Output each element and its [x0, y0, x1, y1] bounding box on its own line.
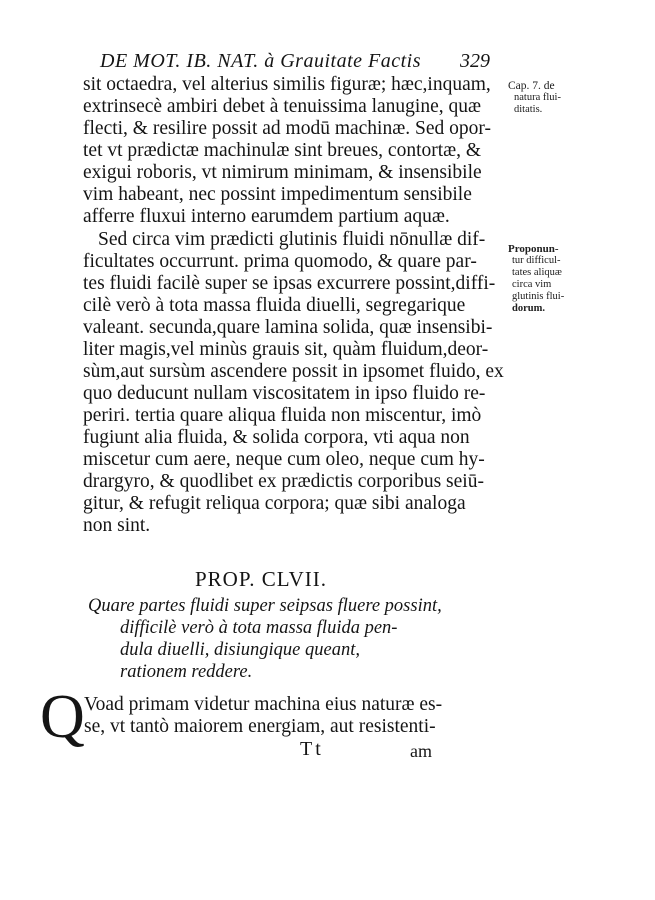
text-line: sùm,aut sursùm ascendere possit in ipsomet fluido, ex — [83, 361, 504, 382]
margin-note-line: circa vim — [512, 279, 552, 290]
text-line: valeant. secunda,quare lamina solida, quæ insensibi- — [83, 317, 493, 338]
text-line: tet vt prædictæ machinulæ sint breues, contortæ, & — [83, 140, 482, 161]
drop-cap: Q — [40, 683, 85, 751]
signature-mark: Tt — [300, 738, 324, 760]
text-line: ficultates occurrunt. prima quomodo, & quare par- — [83, 251, 477, 272]
answer-line: Voad primam videtur machina eius naturæ es- — [84, 694, 443, 715]
text-line: exigui roboris, vt nimirum minimam, & insensibile — [83, 162, 482, 183]
margin-note-line: Cap. 7. de — [508, 80, 555, 92]
text-line: drargyro, & quodlibet ex prædictis corporibus seiū- — [83, 471, 484, 492]
text-line: extrinsecè ambiri debet à tenuissima lanugine, quæ — [83, 96, 482, 117]
text-line: fugiunt alia fluida, & solida corpora, vti aqua non — [83, 427, 470, 448]
text-line: Sed circa vim prædicti glutinis fluidi nōnullæ dif- — [98, 229, 486, 250]
proposition-title-line: Quare partes fluidi super seipsas fluere possint, — [88, 596, 442, 616]
proposition-title-line: rationem reddere. — [120, 662, 253, 682]
text-line: gitur, & refugit reliqua corpora; quæ sibi analoga — [83, 493, 466, 514]
margin-note-difficulties — [508, 243, 626, 315]
page-header — [100, 50, 490, 76]
text-line: periri. tertia quare aliqua fluida non miscentur, imò — [83, 405, 482, 426]
margin-note-line: natura flui- — [514, 92, 561, 103]
text-line: sit octaedra, vel alterius similis figuræ; hæc,inquam, — [83, 74, 491, 95]
answer-line: se, vt tantò maiorem energiam, aut resistenti- — [84, 716, 436, 737]
text-line: non sint. — [83, 515, 151, 536]
text-line: flecti, & resilire possit ad modū machinæ. Sed opor- — [83, 118, 491, 139]
margin-note-line: Proponun- — [508, 243, 559, 255]
proposition-title-line: difficilè verò à tota massa fluida pen- — [120, 618, 398, 638]
catchword: am — [410, 741, 432, 761]
text-line: afferre fluxui interno earumdem partium aquæ. — [83, 206, 450, 227]
text-line: tes fluidi facilè super se ipsas excurrere possint,diffi- — [83, 273, 496, 294]
text-line: quo deducunt nullam viscositatem in ipso fluido re- — [83, 383, 486, 404]
proposition-title-line: dula diuelli, disiungique queant, — [120, 640, 360, 660]
text-line: vim habeant, nec possint impedimentum sensibile — [83, 184, 472, 205]
margin-note-line: ditatis. — [514, 104, 543, 115]
text-line: liter magis,vel minùs grauis sit, quàm fluidum,deor- — [83, 339, 489, 360]
text-line: cilè verò à tota massa fluida diuelli, segregarique — [83, 295, 466, 316]
margin-note-line: tur difficul- — [512, 255, 561, 266]
margin-note-chapter — [508, 80, 626, 116]
text-line: miscetur cum aere, neque cum oleo, neque cum hy- — [83, 449, 485, 470]
proposition-heading: PROP. CLVII. — [195, 567, 328, 591]
margin-note-line: dorum. — [512, 303, 545, 314]
running-head: DE MOT. IB. NAT. à Grauitate Factis — [100, 50, 421, 72]
margin-note-line: glutinis flui- — [512, 291, 565, 302]
page-number: 329 — [460, 50, 490, 72]
margin-note-line: tates aliquæ — [512, 267, 562, 278]
